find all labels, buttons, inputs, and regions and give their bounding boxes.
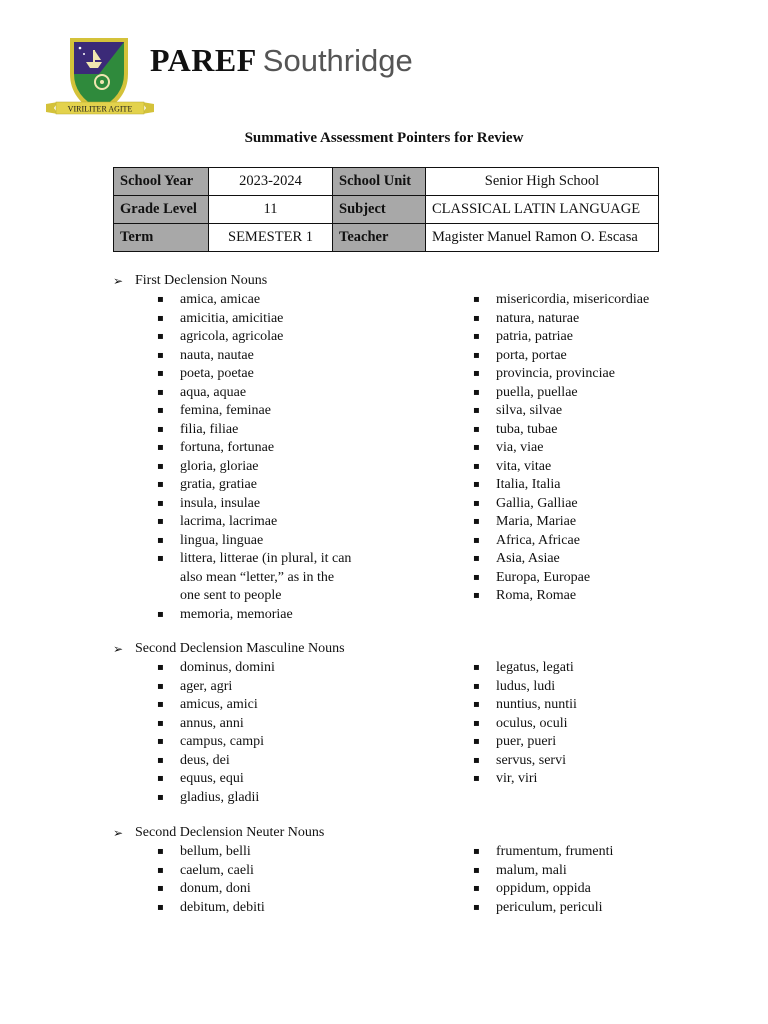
document-title: Summative Assessment Pointers for Review: [244, 130, 524, 146]
list-item: ▪ femina, feminae: [157, 402, 357, 421]
section-heading: [113, 272, 713, 290]
info-row: [114, 196, 659, 224]
teacher-value: Magister Manuel Ramon O. Escasa: [426, 224, 659, 252]
word-list-right: [473, 291, 713, 606]
list-item: ▪ malum, mali: [473, 862, 713, 881]
brand-name: [150, 42, 413, 79]
school-unit-value: Senior High School: [426, 168, 659, 196]
list-item: ▪ debitum, debiti: [157, 899, 357, 918]
list-item: ▪ caelum, caeli: [157, 862, 357, 881]
section-heading-text: First Declension Nouns: [135, 273, 268, 288]
list-item: ▪ legatus, legati: [473, 659, 713, 678]
word-list-left: [157, 843, 357, 917]
section-heading: [113, 824, 713, 842]
list-item: ▪ fortuna, fortunae: [157, 439, 357, 458]
list-item: ▪ ludus, ludi: [473, 678, 713, 697]
term-label: Term: [114, 224, 209, 252]
list-item: ▪ equus, equi: [157, 770, 357, 789]
list-item: ▪ oppidum, oppida: [473, 880, 713, 899]
list-item: ▪ Roma, Romae: [473, 587, 713, 606]
list-item: ▪ gladius, gladii: [157, 789, 357, 808]
list-item: ▪ frumentum, frumenti: [473, 843, 713, 862]
section-heading: [113, 640, 713, 658]
subject-label: Subject: [333, 196, 426, 224]
list-item: ▪ Asia, Asiae: [473, 550, 713, 569]
word-list-left: [157, 659, 357, 807]
section-heading-text: Second Declension Neuter Nouns: [135, 825, 325, 840]
list-item: ▪ poeta, poetae: [157, 365, 357, 384]
info-row: [114, 168, 659, 196]
info-row: [114, 224, 659, 252]
list-item: ▪ nuntius, nuntii: [473, 696, 713, 715]
brand-name-light: Southridge: [262, 43, 413, 78]
grade-level-label: Grade Level: [114, 196, 209, 224]
list-item: ▪ servus, servi: [473, 752, 713, 771]
list-item: ▪ annus, anni: [157, 715, 357, 734]
list-item: ▪ donum, doni: [157, 880, 357, 899]
list-item: ▪ via, viae: [473, 439, 713, 458]
list-item: ▪ nauta, nautae: [157, 347, 357, 366]
list-item: ▪ amicitia, amicitiae: [157, 310, 357, 329]
word-list-right: [473, 843, 713, 917]
list-item: ▪ provincia, provinciae: [473, 365, 713, 384]
list-item: ▪ amica, amicae: [157, 291, 357, 310]
list-item: ▪ puella, puellae: [473, 384, 713, 403]
arrow-bullet-icon: ➢: [113, 826, 124, 840]
section-first-declension: [113, 272, 713, 622]
list-item: ▪ tuba, tubae: [473, 421, 713, 440]
subject-value: CLASSICAL LATIN LANGUAGE: [426, 196, 659, 224]
list-item: ▪ Africa, Africae: [473, 532, 713, 551]
school-year-label: School Year: [114, 168, 209, 196]
list-item: ▪ aqua, aquae: [157, 384, 357, 403]
list-item: ▪ dominus, domini: [157, 659, 357, 678]
list-item: ▪ Europa, Europae: [473, 569, 713, 588]
section-heading-text: Second Declension Masculine Nouns: [135, 641, 345, 656]
list-item: ▪ porta, portae: [473, 347, 713, 366]
list-item: ▪ campus, campi: [157, 733, 357, 752]
school-crest-logo: [44, 34, 156, 120]
list-item: ▪ silva, silvae: [473, 402, 713, 421]
header: [44, 34, 444, 124]
list-item: ▪ Maria, Mariae: [473, 513, 713, 532]
list-item: ▪ littera, litterae (in plural, it can also mean “letter,” as in the one sent to people: [157, 550, 357, 606]
list-item: ▪ insula, insulae: [157, 495, 357, 514]
list-item: ▪ agricola, agricolae: [157, 328, 357, 347]
list-item: ▪ bellum, belli: [157, 843, 357, 862]
list-item: ▪ vir, viri: [473, 770, 713, 789]
arrow-bullet-icon: ➢: [113, 274, 124, 288]
crest-motto: VIRILITER AGITE: [67, 104, 133, 114]
list-item: ▪ patria, patriae: [473, 328, 713, 347]
word-list-right: [473, 659, 713, 789]
list-item: ▪ Italia, Italia: [473, 476, 713, 495]
list-item: ▪ natura, naturae: [473, 310, 713, 329]
school-year-value: 2023-2024: [209, 168, 333, 196]
section-second-declension-neuter: [113, 824, 713, 915]
list-item: ▪ lacrima, lacrimae: [157, 513, 357, 532]
list-item: ▪ gloria, gloriae: [157, 458, 357, 477]
list-item: ▪ vita, vitae: [473, 458, 713, 477]
list-item: ▪ periculum, periculi: [473, 899, 713, 918]
arrow-bullet-icon: ➢: [113, 642, 124, 656]
list-item: ▪ filia, filiae: [157, 421, 357, 440]
term-value: SEMESTER 1: [209, 224, 333, 252]
section-second-declension-masculine: [113, 640, 713, 805]
list-item: ▪ gratia, gratiae: [157, 476, 357, 495]
grade-level-value: 11: [209, 196, 333, 224]
teacher-label: Teacher: [333, 224, 426, 252]
brand-name-bold: PAREF: [150, 42, 257, 78]
list-item: ▪ deus, dei: [157, 752, 357, 771]
list-item: ▪ puer, pueri: [473, 733, 713, 752]
list-item: ▪ amicus, amici: [157, 696, 357, 715]
list-item: ▪ Gallia, Galliae: [473, 495, 713, 514]
list-item: ▪ oculus, oculi: [473, 715, 713, 734]
list-item: ▪ ager, agri: [157, 678, 357, 697]
word-list-left: [157, 291, 357, 624]
info-table: [113, 167, 659, 252]
school-unit-label: School Unit: [333, 168, 426, 196]
list-item: ▪ misericordia, misericordiae: [473, 291, 713, 310]
list-item: ▪ lingua, linguae: [157, 532, 357, 551]
list-item: ▪ memoria, memoriae: [157, 606, 357, 625]
